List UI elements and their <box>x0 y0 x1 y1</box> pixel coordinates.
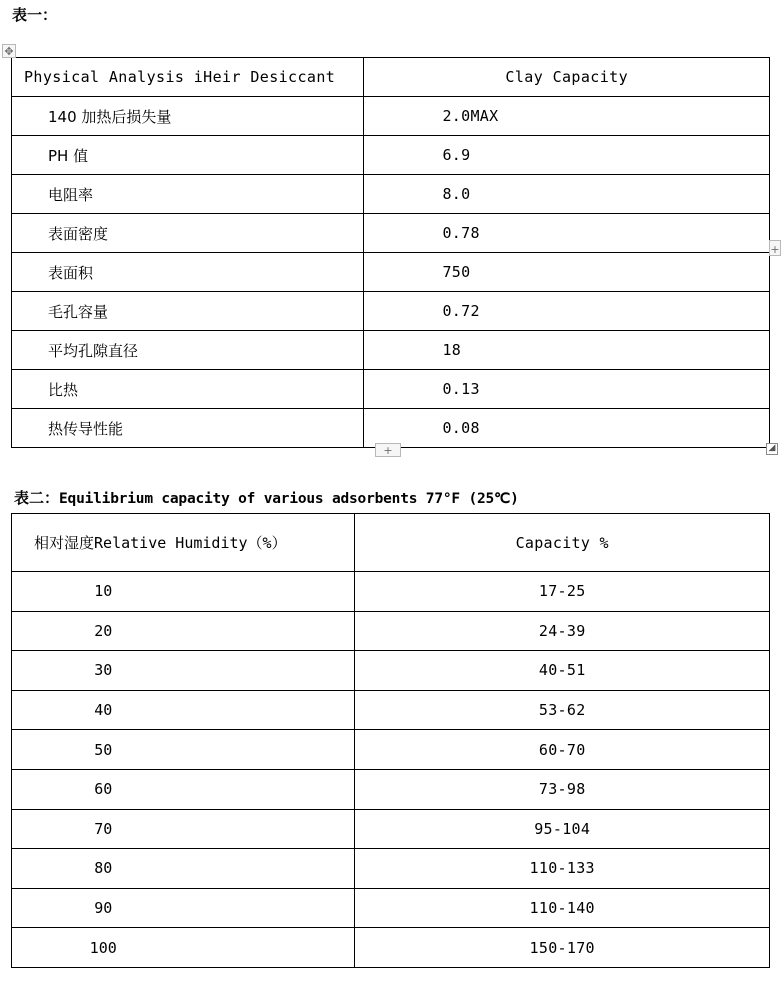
table-row <box>12 769 770 809</box>
humidity-cell: 90 <box>12 888 355 928</box>
table-header-row <box>12 58 770 97</box>
table-one-container <box>11 57 770 448</box>
table-one-value-cell: 0.08 <box>364 409 770 448</box>
table-one-value-cell: 750 <box>364 253 770 292</box>
capacity-cell: 73-98 <box>355 769 770 809</box>
table-two-caption-label: 表二： <box>14 489 60 507</box>
table-row <box>12 690 770 730</box>
humidity-cell: 50 <box>12 730 355 770</box>
table-row <box>12 331 770 370</box>
table-one-value-cell: 8.0 <box>364 175 770 214</box>
table-row <box>12 409 770 448</box>
table-row <box>12 175 770 214</box>
humidity-cell: 70 <box>12 809 355 849</box>
humidity-cell: 60 <box>12 769 355 809</box>
table-one-property-cell: 表面密度 <box>12 214 364 253</box>
humidity-cell: 80 <box>12 849 355 889</box>
table-one-property-cell: 表面积 <box>12 253 364 292</box>
capacity-cell: 53-62 <box>355 690 770 730</box>
table-move-handle-icon[interactable]: ✥ <box>2 44 16 58</box>
table-one-value-cell: 6.9 <box>364 136 770 175</box>
table-one-value-cell: 0.72 <box>364 292 770 331</box>
table-one-caption: 表一： <box>12 6 58 24</box>
humidity-cell: 10 <box>12 572 355 612</box>
table-one-property-cell: 平均孔隙直径 <box>12 331 364 370</box>
table-row <box>12 572 770 612</box>
humidity-cell: 20 <box>12 611 355 651</box>
table-one-property-cell: 140 加热后损失量 <box>12 97 364 136</box>
table-row <box>12 97 770 136</box>
add-column-handle-icon[interactable]: + <box>769 240 781 256</box>
capacity-cell: 110-133 <box>355 849 770 889</box>
humidity-cell: 40 <box>12 690 355 730</box>
table-one-property-cell: 毛孔容量 <box>12 292 364 331</box>
capacity-cell: 40-51 <box>355 651 770 691</box>
table-row <box>12 730 770 770</box>
table-two-header-capacity: Capacity % <box>355 514 770 572</box>
table-two-caption-text: Equilibrium capacity of various adsorbents 77°F (25℃) <box>59 491 519 507</box>
capacity-cell: 110-140 <box>355 888 770 928</box>
capacity-cell: 17-25 <box>355 572 770 612</box>
table-header-row <box>12 514 770 572</box>
table-row <box>12 370 770 409</box>
table-one-value-cell: 18 <box>364 331 770 370</box>
add-row-handle-icon[interactable]: + <box>375 443 401 457</box>
table-one-value-cell: 0.13 <box>364 370 770 409</box>
capacity-cell: 60-70 <box>355 730 770 770</box>
header-humidity-en: Relative Humidity（%） <box>94 534 287 552</box>
table-one-property-cell: PH 值 <box>12 136 364 175</box>
table-row <box>12 849 770 889</box>
table-resize-handle-icon[interactable]: ◢ <box>766 443 778 455</box>
table-two-container <box>11 513 770 968</box>
header-humidity-cn: 相对湿度 <box>34 534 95 552</box>
table-two-caption <box>14 487 519 508</box>
physical-analysis-table <box>11 57 770 448</box>
table-row <box>12 136 770 175</box>
table-row <box>12 888 770 928</box>
humidity-cell: 30 <box>12 651 355 691</box>
table-row <box>12 651 770 691</box>
table-row <box>12 292 770 331</box>
table-row <box>12 253 770 292</box>
table-row <box>12 611 770 651</box>
table-row <box>12 809 770 849</box>
table-one-value-cell: 0.78 <box>364 214 770 253</box>
table-one-header-property: Physical Analysis iHeir Desiccant <box>12 58 364 97</box>
capacity-cell: 95-104 <box>355 809 770 849</box>
humidity-cell: 100 <box>12 928 355 968</box>
capacity-cell: 150-170 <box>355 928 770 968</box>
table-row <box>12 214 770 253</box>
equilibrium-capacity-table <box>11 513 770 968</box>
table-row <box>12 928 770 968</box>
table-two-header-humidity <box>12 514 355 572</box>
table-one-property-cell: 热传导性能 <box>12 409 364 448</box>
table-one-property-cell: 比热 <box>12 370 364 409</box>
table-one-value-cell: 2.0MAX <box>364 97 770 136</box>
table-one-header-capacity: Clay Capacity <box>364 58 770 97</box>
table-one-property-cell: 电阻率 <box>12 175 364 214</box>
capacity-cell: 24-39 <box>355 611 770 651</box>
